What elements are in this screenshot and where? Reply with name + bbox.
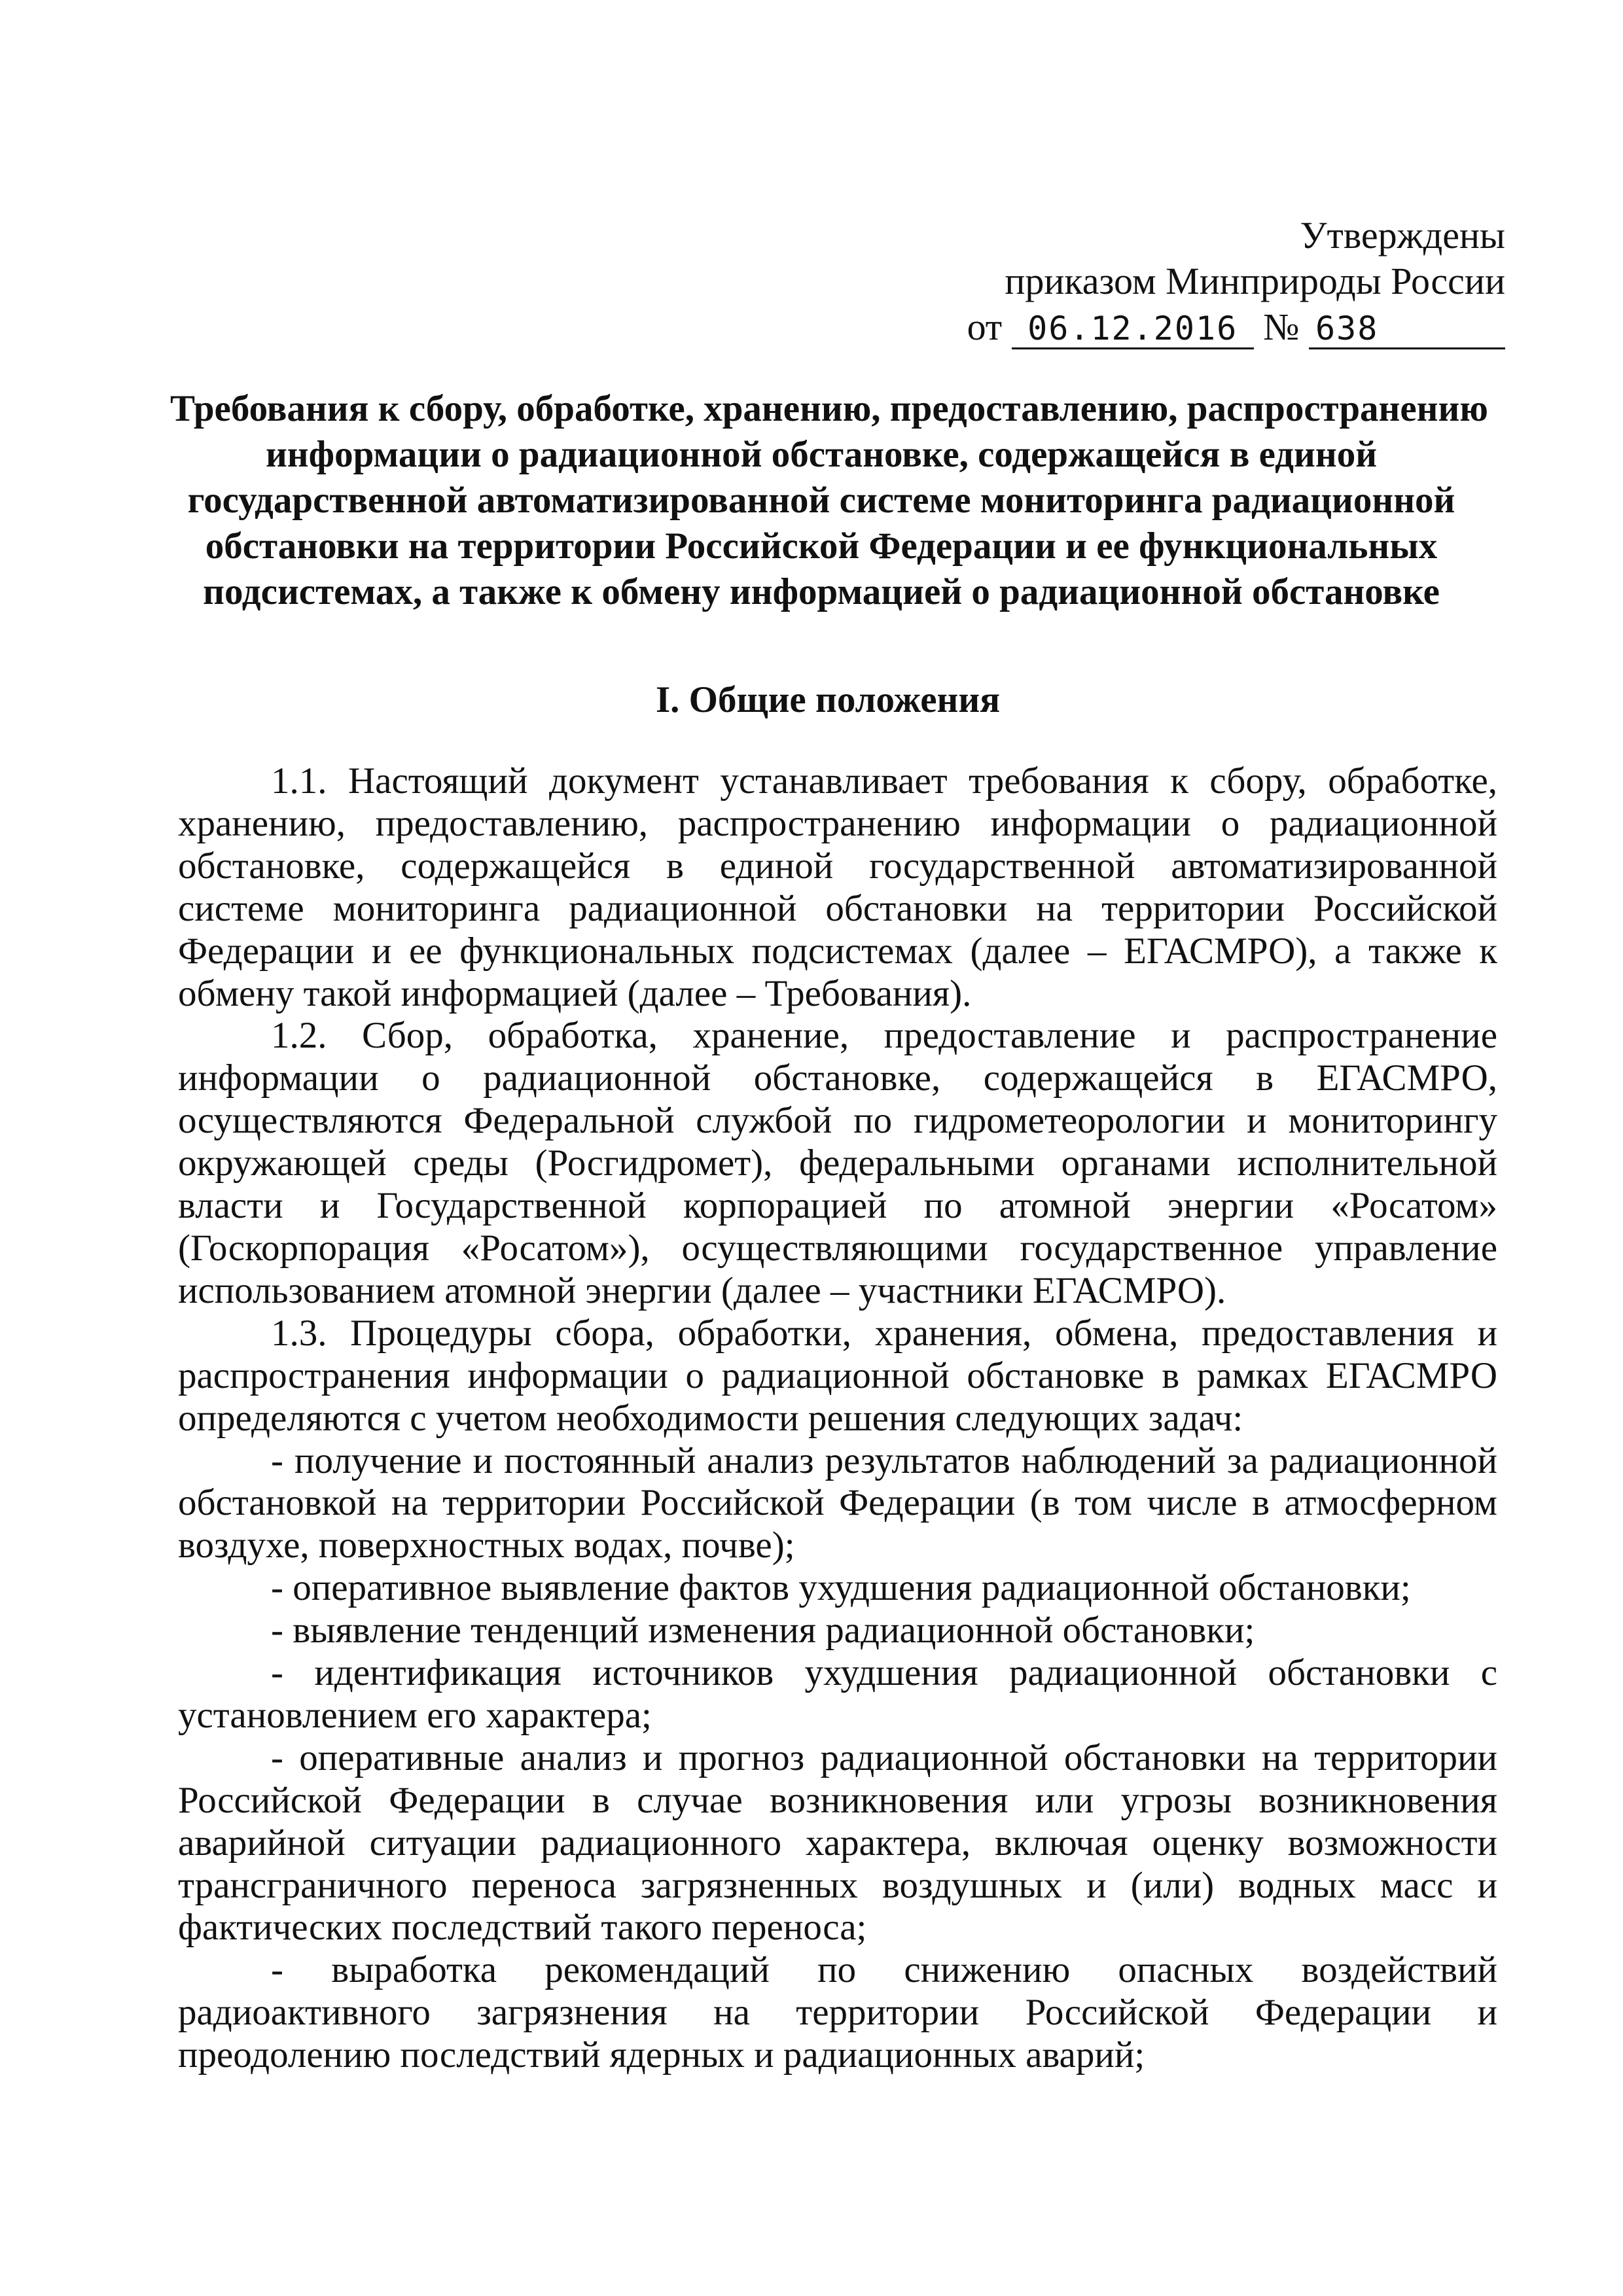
approval-date-number-line bbox=[851, 304, 1505, 350]
paragraph-1-3: 1.3. Процедуры сбора, обработки, хранения, обмена, предоставления и распространения информации о радиационной обстановке в рамках ЕГАСМРО определяются с учетом необходимости решения следующих задач: bbox=[178, 1312, 1497, 1439]
number-sign: № bbox=[1263, 306, 1300, 348]
approval-order: приказом Минприроды России bbox=[1005, 260, 1505, 302]
approval-status: Утверждены bbox=[1300, 214, 1505, 256]
list-item: - выявление тенденций изменения радиационной обстановки; bbox=[271, 1610, 1255, 1651]
date-prefix: от bbox=[967, 306, 1003, 348]
paragraph-1-2: 1.2. Сбор, обработка, хранение, предоставление и распространение информации о радиационной обстановке, содержащейся в ЕГАСМРО, осуществляются Федеральной службой по гидрометеорологии и мониторингу окружающей среды (Росгидромет), федеральными органами исполнительной власти и Государственной корпорацией по атомной энергии «Росатом» (Госкорпорация «Росатом»), осуществляющими государственное управление использованием атомной энергии (далее – участники ЕГАСМРО). bbox=[178, 1015, 1497, 1311]
title-line-2: информации о радиационной обстановке, содержащейся в единой bbox=[265, 434, 1378, 475]
section-heading: I. Общие положения bbox=[655, 679, 1001, 720]
list-item: - оперативные анализ и прогноз радиационной обстановки на территории Российской Федерации в случае возникновения или угрозы возникновения аварийной ситуации радиационного характера, включая оценку возможности трансграничного переноса загрязненных воздушных и (или) водных масс и фактических последствий такого переноса; bbox=[178, 1737, 1497, 1949]
title-line-5: подсистемах, а также к обмену информацией о радиационной обстановке bbox=[203, 571, 1440, 612]
paragraph-1-1: 1.1. Настоящий документ устанавливает требования к сбору, обработке, хранению, предоставлению, распространению информации о радиационной обстановке, содержащейся в единой государственной автоматизированной системе мониторинга радиационной обстановки на территории Российской Федерации и ее функциональных подсистемах (далее – ЕГАСМРО), а также к обмену такой информацией (далее – Требования). bbox=[178, 760, 1497, 1014]
list-item: - получение и постоянный анализ результатов наблюдений за радиационной обстановкой на территории Российской Федерации (в том числе в атмосферном воздухе, поверхностных водах, почве); bbox=[178, 1439, 1497, 1566]
title-line-3: государственной автоматизированной системе мониторинга радиационной bbox=[187, 480, 1455, 521]
list-item: - выработка рекомендаций по снижению опасных воздействий радиоактивного загрязнения на территории Российской Федерации и преодолению последствий ядерных и радиационных аварий; bbox=[178, 1949, 1497, 2076]
document-title bbox=[170, 386, 1488, 615]
approval-block bbox=[851, 213, 1505, 350]
order-date: 06.12.2016 bbox=[1012, 309, 1254, 349]
list-item: - оперативное выявление фактов ухудшения радиационной обстановки; bbox=[271, 1567, 1411, 1609]
title-line-1: Требования к сбору, обработке, хранению, предоставлению, распространению bbox=[170, 388, 1488, 429]
list-item: - идентификация источников ухудшения радиационной обстановки с установлением его характера; bbox=[178, 1652, 1497, 1736]
title-line-4: обстановки на территории Российской Федерации и ее функциональных bbox=[205, 525, 1438, 567]
order-number: 638 bbox=[1309, 309, 1505, 349]
document-body bbox=[178, 760, 1497, 2077]
